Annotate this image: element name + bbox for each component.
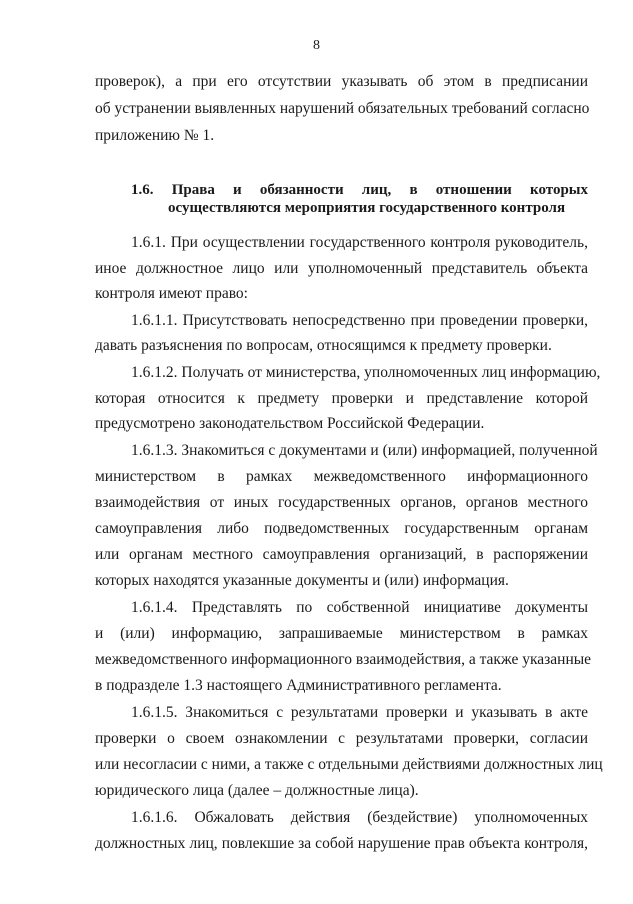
- text-line: давать разъяснения по вопросам, относящимся к предмету проверки.: [95, 337, 552, 354]
- text-line: самоуправления либо подведомственных государственным органам: [95, 520, 588, 537]
- text-line: или несогласии с ними, а также с отдельными действиями должностных лиц: [95, 756, 603, 773]
- text-line: которая относится к предмету проверки и представление которой: [95, 390, 588, 407]
- text-line: которых находятся указанные документы и (или) информация.: [95, 572, 509, 589]
- paragraph-1-6-1-1: 1.6.1.1. Присутствовать непосредственно при проведении проверки,: [131, 312, 588, 329]
- text-line: министерством в рамках межведомственного информационного: [95, 468, 588, 485]
- paragraph-1-6-1-3: 1.6.1.3. Знакомиться с документами и (или) информацией, полученной: [131, 442, 598, 459]
- text-line: предусмотрено законодательством Российской Федерации.: [95, 415, 485, 432]
- text-line: приложению № 1.: [95, 127, 215, 144]
- paragraph-1-6-1-5: 1.6.1.5. Знакомиться с результатами проверки и указывать в акте: [131, 704, 588, 721]
- paragraph-1-6-1-2: 1.6.1.2. Получать от министерства, уполномоченных лиц информацию,: [131, 364, 601, 381]
- text-line: проверки о своем ознакомлении с результатами проверки, согласии: [95, 730, 588, 747]
- section-heading-continuation: осуществляются мероприятия государственного контроля: [168, 200, 566, 216]
- text-line: или органам местного самоуправления организаций, в распоряжении: [95, 546, 588, 563]
- text-line: контроля имеют право:: [95, 285, 248, 302]
- page-number: 8: [313, 38, 320, 53]
- text-line: проверок), а при его отсутствии указывать об этом в предписании: [95, 73, 588, 90]
- text-line: об устранении выявленных нарушений обязательных требований согласно: [95, 100, 590, 117]
- text-line: межведомственного информационного взаимодействия, а также указанные: [95, 651, 592, 668]
- text-line: иное должностное лицо или уполномоченный представитель объекта: [95, 260, 588, 277]
- section-heading: 1.6. Права и обязанности лиц, в отношении которых: [131, 182, 588, 198]
- paragraph-1-6-1: 1.6.1. При осуществлении государственного контроля руководитель,: [131, 234, 588, 251]
- paragraph-1-6-1-6: 1.6.1.6. Обжаловать действия (бездействие) уполномоченных: [131, 809, 588, 826]
- text-line: в подразделе 1.3 настоящего Административного регламента.: [95, 677, 502, 694]
- text-line: взаимодействия от иных государственных органов, органов местного: [95, 494, 588, 511]
- text-line: и (или) информацию, запрашиваемые министерством в рамках: [95, 625, 588, 642]
- text-line: должностных лиц, повлекшие за собой нарушение прав объекта контроля,: [95, 835, 588, 852]
- paragraph-1-6-1-4: 1.6.1.4. Представлять по собственной инициативе документы: [131, 599, 588, 616]
- text-line: юридического лица (далее – должностные лица).: [95, 782, 419, 799]
